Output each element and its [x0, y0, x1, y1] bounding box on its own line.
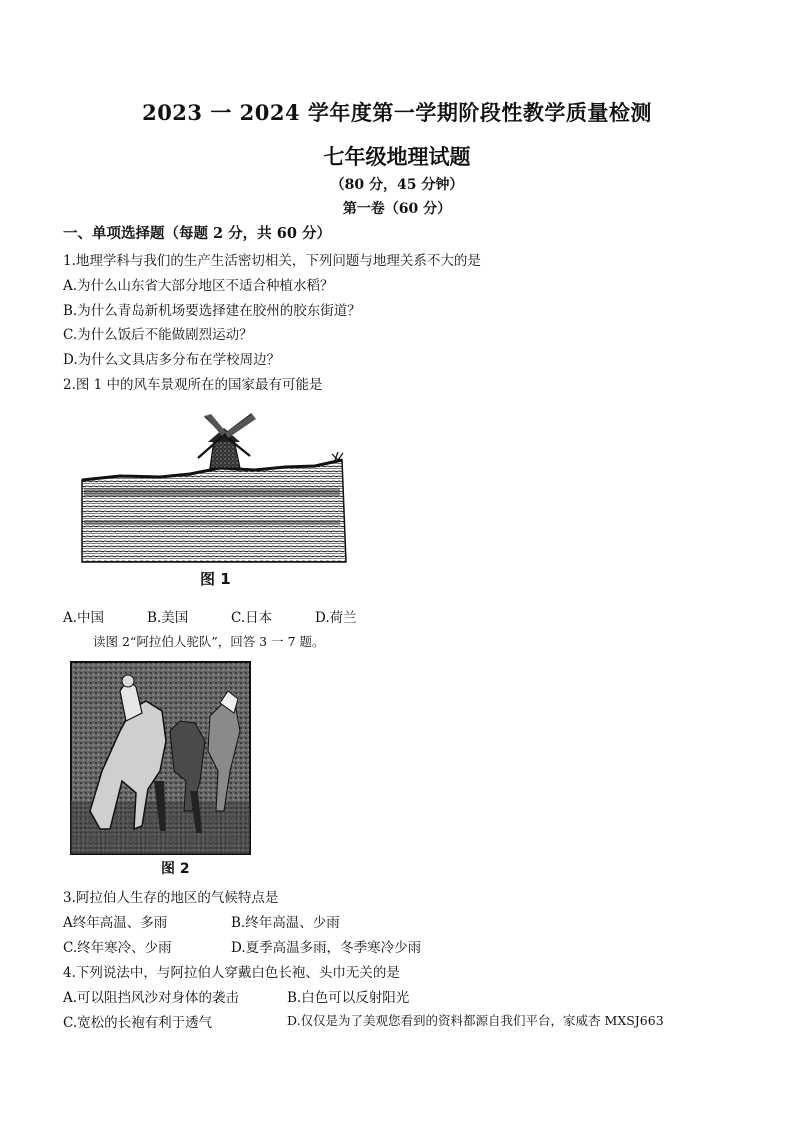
q3-stem: 3.阿拉伯人生存的地区的气候特点是 — [63, 890, 279, 906]
q3-option-d: D.夏季高温多雨，冬季寒冷少雨 — [231, 940, 422, 956]
q3-option-a: A终年高温、多雨 — [63, 915, 168, 931]
figure-2-caption: 图 2 — [161, 861, 190, 877]
windmill-image — [80, 410, 350, 565]
q3-option-b: B.终年高温、少雨 — [231, 915, 340, 931]
camel-caravan-image — [70, 661, 251, 855]
score-time: （80 分，45 分钟） — [330, 177, 464, 193]
q1-option-b: B.为什么青岛新机场要选择建在胶州的胶东街道？ — [63, 303, 361, 319]
q4-option-b: B.白色可以反射阳光 — [287, 990, 410, 1006]
exam-subtitle: 七年级地理试题 — [323, 144, 471, 169]
windmill-figure — [80, 410, 350, 565]
exam-title: 2023 一 2024 学年度第一学期阶段性教学质量检测 — [142, 100, 652, 125]
q4-option-d: D.仅仅是为了美观您看到的资料都源自我们平台，家威杏 MXSJ663 — [287, 1013, 664, 1028]
q2-option-c: C.日本 — [231, 610, 273, 626]
q4-option-a: A.可以阻挡风沙对身体的袭击 — [63, 990, 240, 1006]
section-heading: 一、单项选择题（每题 2 分，共 60 分） — [63, 225, 331, 242]
q2-option-b: B.美国 — [147, 610, 189, 626]
q1-option-a: A.为什么山东省大部分地区不适合种植水稻？ — [63, 278, 334, 294]
q4-stem: 4.下列说法中，与阿拉伯人穿戴白色长袍、头巾无关的是 — [63, 965, 400, 981]
q1-stem: 1.地理学科与我们的生产生活密切相关，下列问题与地理关系不大的是 — [63, 253, 481, 269]
q1-option-d: D.为什么文具店多分布在学校周边？ — [63, 352, 281, 368]
reading-intro: 读图 2“阿拉伯人驼队”，回答 3 一 7 题。 — [93, 634, 325, 649]
figure-1-caption: 图 1 — [200, 570, 231, 588]
q4-option-c: C.宽松的长袍有利于透气 — [63, 1015, 213, 1031]
q2-option-a: A.中国 — [63, 610, 105, 626]
camel-caravan-figure — [70, 661, 251, 855]
volume-title: 第一卷（60 分） — [342, 201, 452, 217]
q2-option-d: D.荷兰 — [315, 610, 357, 626]
q1-option-c: C.为什么饭后不能做剧烈运动？ — [63, 327, 253, 343]
q2-stem: 2.图 1 中的风车景观所在的国家最有可能是 — [63, 377, 323, 393]
q3-option-c: C.终年寒冷、少雨 — [63, 940, 172, 956]
